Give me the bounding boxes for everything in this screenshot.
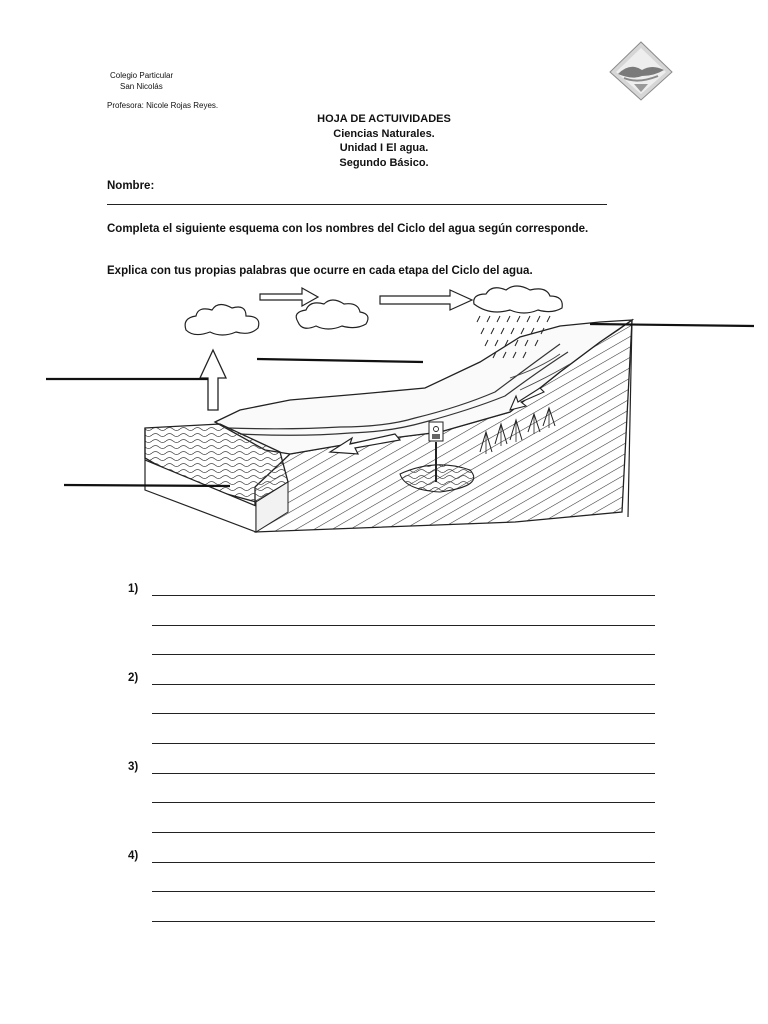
name-field-line[interactable]: [107, 204, 607, 205]
school-logo: [608, 40, 674, 102]
teacher-name: Profesora: Nicole Rojas Reyes.: [107, 101, 219, 110]
answer-number-3: 3): [128, 761, 139, 773]
worksheet-unit: Unidad I El agua.: [339, 142, 429, 154]
answer-line[interactable]: [152, 802, 655, 803]
answer-line[interactable]: [152, 773, 655, 774]
water-cycle-diagram: [40, 282, 760, 544]
label-line-condensation: [257, 359, 423, 362]
house-icon: [429, 422, 443, 441]
answer-number-2: 2): [128, 672, 139, 684]
answer-line[interactable]: [152, 921, 655, 922]
name-label: Nombre:: [107, 180, 155, 192]
instruction-2: Explica con tus propias palabras que ocurre en cada etapa del Ciclo del agua.: [107, 265, 533, 277]
answer-line[interactable]: [152, 654, 655, 655]
worksheet-title: HOJA DE ACTUIVIDADES: [317, 113, 451, 125]
school-line-1: Colegio Particular: [110, 71, 174, 80]
answer-line[interactable]: [152, 832, 655, 833]
answer-number-4: 4): [128, 850, 139, 862]
school-name: [110, 70, 173, 92]
answer-line[interactable]: [152, 743, 655, 744]
cloud-left: [185, 304, 259, 335]
school-line-2: San Nicolás: [120, 82, 163, 91]
answer-line[interactable]: [152, 713, 655, 714]
answer-number-1: 1): [128, 583, 139, 595]
answer-line[interactable]: [152, 595, 655, 596]
answer-line[interactable]: [152, 684, 655, 685]
instruction-1: Completa el siguiente esquema con los nombres del Ciclo del agua según corresponde.: [107, 223, 589, 235]
worksheet-subject: Ciencias Naturales.: [333, 127, 435, 140]
cloud-right: [474, 286, 563, 313]
answer-line[interactable]: [152, 625, 655, 626]
answer-line[interactable]: [152, 862, 655, 863]
worksheet-header: [0, 112, 768, 170]
answer-line[interactable]: [152, 891, 655, 892]
condensation-arrow-2: [380, 290, 472, 310]
condensation-arrow-1: [260, 288, 318, 306]
label-line-collection: [64, 485, 230, 486]
worksheet-grade: Segundo Básico.: [339, 156, 429, 169]
cloud-middle: [296, 300, 368, 329]
